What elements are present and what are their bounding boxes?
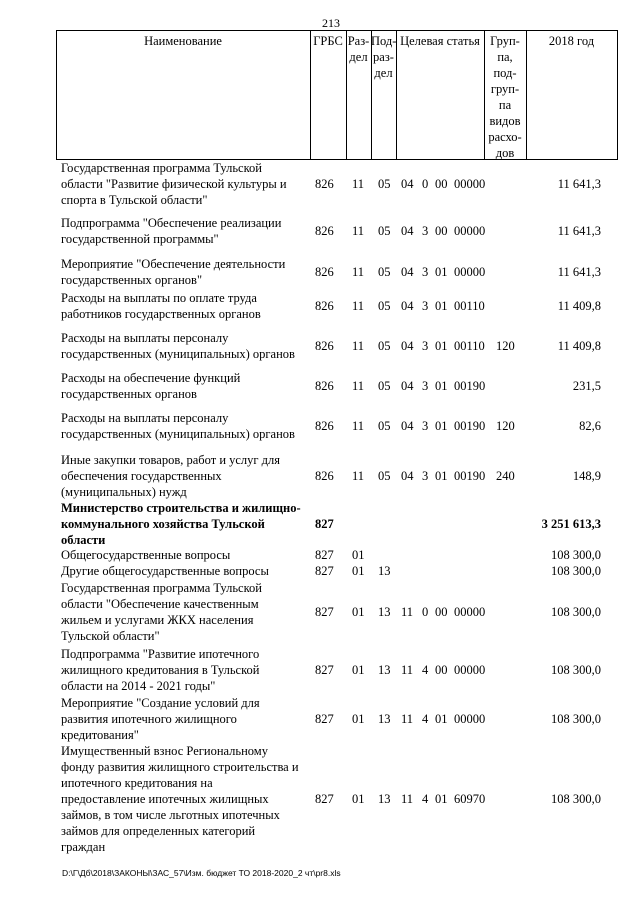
row-name bbox=[61, 215, 309, 247]
row-cs-event: 01 bbox=[435, 712, 448, 726]
header-gruppa-line: Груп- bbox=[490, 34, 520, 48]
row-cs-subprogram: 3 bbox=[422, 265, 429, 279]
row-cs-direction: 00110 bbox=[454, 299, 485, 313]
header-year: 2018 год bbox=[548, 34, 595, 48]
row-amount: 11 409,8 bbox=[557, 299, 601, 313]
row-cs-event: 00 bbox=[435, 663, 448, 677]
row-razdel: 01 bbox=[352, 564, 365, 578]
row-cs-direction: 00000 bbox=[454, 265, 486, 279]
row-name-line: Общегосударственные вопросы bbox=[61, 548, 231, 562]
row-amount: 108 300,0 bbox=[551, 712, 601, 726]
header-podrazdel-line: Под- bbox=[371, 34, 397, 48]
row-razdel: 01 bbox=[352, 548, 365, 562]
row-cs-direction: 00110 bbox=[454, 339, 485, 353]
row-name-line: Мероприятие "Создание условий для bbox=[61, 696, 260, 710]
header-gruppa-line: расхо- bbox=[488, 130, 522, 144]
row-cs-direction: 00190 bbox=[454, 469, 486, 483]
row-name-line: Подпрограмма "Развитие ипотечного bbox=[61, 647, 260, 661]
row-cs-subprogram: 3 bbox=[422, 469, 429, 483]
row-razdel: 11 bbox=[352, 379, 365, 393]
row-grbs: 827 bbox=[315, 548, 334, 562]
row-cs-event: 01 bbox=[435, 379, 448, 393]
row-cs-subprogram: 3 bbox=[422, 299, 429, 313]
row-grbs: 826 bbox=[315, 224, 334, 238]
row-name-line: предоставление ипотечных жилищных bbox=[61, 792, 269, 806]
row-amount: 148,9 bbox=[572, 469, 601, 483]
row-grbs: 827 bbox=[315, 663, 334, 677]
row-cs-direction: 00000 bbox=[454, 712, 486, 726]
row-cs-subprogram: 3 bbox=[422, 339, 429, 353]
row-name-line: жилищного кредитования в Тульской bbox=[61, 663, 260, 677]
row-cs-subprogram: 0 bbox=[422, 605, 429, 619]
row-cs-event: 00 bbox=[435, 177, 448, 191]
row-amount: 108 300,0 bbox=[551, 663, 601, 677]
row-cs-direction: 00190 bbox=[454, 379, 486, 393]
row-cs-program: 04 bbox=[401, 224, 414, 238]
row-grbs: 826 bbox=[315, 299, 334, 313]
table-header bbox=[56, 30, 618, 160]
row-grbs: 826 bbox=[315, 339, 334, 353]
row-name-line: государственных (муниципальных) органов bbox=[61, 347, 295, 361]
header-grbs: ГРБС bbox=[313, 34, 343, 48]
row-name-line: области bbox=[61, 533, 106, 547]
header-razdel bbox=[346, 33, 371, 65]
header-divider-4 bbox=[396, 31, 397, 159]
row-name-line: займов, в том числе льготных ипотечных bbox=[61, 808, 280, 822]
header-border-right bbox=[617, 31, 618, 159]
row-name-line: области "Развитие физической культуры и bbox=[61, 177, 287, 191]
row-cs-direction: 00000 bbox=[454, 605, 486, 619]
row-cs-event: 01 bbox=[435, 265, 448, 279]
row-name-line: Расходы на выплаты по оплате труда bbox=[61, 291, 257, 305]
row-vr: 120 bbox=[496, 419, 515, 433]
row-podrazdel: 13 bbox=[378, 663, 391, 677]
file-path-footer: D:\Г\Дб\2018\ЗАКОНЫ\ЗАС_57\Изм. бюджет ТО 2018-2020_2 чт\pr8.xls bbox=[62, 868, 341, 878]
row-podrazdel: 13 bbox=[378, 712, 391, 726]
row-grbs: 826 bbox=[315, 265, 334, 279]
page-number: 213 bbox=[322, 16, 340, 30]
row-cs-program: 04 bbox=[401, 299, 414, 313]
header-gruppa-line: видов bbox=[489, 114, 521, 128]
header-podrazdel bbox=[371, 33, 396, 81]
row-razdel: 11 bbox=[352, 177, 365, 191]
header-border-left bbox=[56, 31, 57, 159]
row-cs-subprogram: 4 bbox=[422, 712, 429, 726]
row-amount: 108 300,0 bbox=[551, 564, 601, 578]
row-cs-program: 04 bbox=[401, 379, 414, 393]
row-grbs: 827 bbox=[315, 712, 334, 726]
row-cs-event: 00 bbox=[435, 224, 448, 238]
header-podrazdel-line: раз- bbox=[373, 50, 394, 64]
row-name bbox=[61, 563, 309, 579]
row-name-line: Государственная программа Тульской bbox=[61, 161, 262, 175]
header-gruppa-line: па bbox=[498, 98, 512, 112]
row-cs-program: 11 bbox=[401, 792, 414, 806]
row-vr: 120 bbox=[496, 339, 515, 353]
row-razdel: 11 bbox=[352, 469, 365, 483]
row-razdel: 11 bbox=[352, 339, 365, 353]
row-cs-direction: 00000 bbox=[454, 224, 486, 238]
row-name-line: Расходы на обеспечение функций bbox=[61, 371, 241, 385]
header-tselevaya: Целевая статья bbox=[400, 34, 480, 48]
row-razdel: 01 bbox=[352, 712, 365, 726]
row-grbs: 826 bbox=[315, 379, 334, 393]
row-podrazdel: 05 bbox=[378, 177, 391, 191]
header-divider-6 bbox=[526, 31, 527, 159]
row-name-line: жильем и услугами ЖКХ населения bbox=[61, 613, 254, 627]
row-amount: 11 641,3 bbox=[557, 224, 601, 238]
row-cs-subprogram: 3 bbox=[422, 379, 429, 393]
row-cs-subprogram: 3 bbox=[422, 419, 429, 433]
row-name-line: Иные закупки товаров, работ и услуг для bbox=[61, 453, 281, 467]
row-cs-program: 04 bbox=[401, 177, 414, 191]
row-cs-program: 11 bbox=[401, 712, 414, 726]
row-podrazdel: 05 bbox=[378, 469, 391, 483]
header-gruppa-line: дов bbox=[495, 146, 515, 160]
row-name-line: Мероприятие "Обеспечение деятельности bbox=[61, 257, 286, 271]
row-razdel: 01 bbox=[352, 605, 365, 619]
row-podrazdel: 05 bbox=[378, 299, 391, 313]
row-name-line: Государственная программа Тульской bbox=[61, 581, 262, 595]
row-name-line: кредитования" bbox=[61, 728, 139, 742]
row-name-line: Тульской области" bbox=[61, 629, 160, 643]
row-name-line: Расходы на выплаты персоналу bbox=[61, 331, 229, 345]
row-name-line: (муниципальных) нужд bbox=[61, 485, 187, 499]
row-cs-program: 04 bbox=[401, 469, 414, 483]
row-grbs: 827 bbox=[315, 792, 334, 806]
row-name-line: государственных органов bbox=[61, 387, 197, 401]
row-amount: 11 641,3 bbox=[557, 177, 601, 191]
row-amount: 3 251 613,3 bbox=[541, 517, 601, 531]
row-name-line: государственных органов" bbox=[61, 273, 203, 287]
row-grbs: 826 bbox=[315, 469, 334, 483]
row-name-line: Подпрограмма "Обеспечение реализации bbox=[61, 216, 282, 230]
row-cs-program: 04 bbox=[401, 265, 414, 279]
row-name bbox=[61, 370, 309, 402]
header-razdel-line: дел bbox=[349, 50, 368, 64]
row-amount: 11 641,3 bbox=[557, 265, 601, 279]
header-razdel-line: Раз- bbox=[347, 34, 370, 48]
row-cs-subprogram: 0 bbox=[422, 177, 429, 191]
row-name bbox=[61, 743, 309, 855]
row-name bbox=[61, 500, 309, 548]
row-cs-subprogram: 3 bbox=[422, 224, 429, 238]
row-grbs: 827 bbox=[315, 564, 334, 578]
row-name-line: развития ипотечного жилищного bbox=[61, 712, 237, 726]
row-grbs: 827 bbox=[315, 605, 334, 619]
row-name-line: государственной программы" bbox=[61, 232, 219, 246]
row-cs-event: 01 bbox=[435, 419, 448, 433]
row-cs-event: 01 bbox=[435, 792, 448, 806]
row-cs-program: 04 bbox=[401, 339, 414, 353]
row-podrazdel: 05 bbox=[378, 339, 391, 353]
row-name-line: коммунального хозяйства Тульской bbox=[61, 517, 265, 531]
row-name-line: области "Обеспечение качественным bbox=[61, 597, 259, 611]
row-cs-direction: 00000 bbox=[454, 177, 486, 191]
row-amount: 108 300,0 bbox=[551, 548, 601, 562]
row-name-line: граждан bbox=[61, 840, 106, 854]
row-razdel: 11 bbox=[352, 299, 365, 313]
row-name-line: обеспечения государственных bbox=[61, 469, 222, 483]
row-razdel: 11 bbox=[352, 419, 365, 433]
row-cs-program: 11 bbox=[401, 663, 414, 677]
header-gruppa-line: груп- bbox=[490, 82, 520, 96]
row-amount: 11 409,8 bbox=[557, 339, 601, 353]
row-name bbox=[61, 580, 309, 644]
row-name-line: Расходы на выплаты персоналу bbox=[61, 411, 229, 425]
row-cs-subprogram: 4 bbox=[422, 792, 429, 806]
row-amount: 231,5 bbox=[572, 379, 601, 393]
row-cs-direction: 60970 bbox=[454, 792, 486, 806]
row-name bbox=[61, 452, 309, 500]
row-amount: 82,6 bbox=[579, 419, 601, 433]
row-name-line: спорта в Тульской области" bbox=[61, 193, 208, 207]
row-name-line: фонду развития жилищного строительства и bbox=[61, 760, 299, 774]
row-name bbox=[61, 160, 309, 208]
row-amount: 108 300,0 bbox=[551, 792, 601, 806]
row-name bbox=[61, 547, 309, 563]
row-grbs: 826 bbox=[315, 177, 334, 191]
row-podrazdel: 13 bbox=[378, 792, 391, 806]
row-amount: 108 300,0 bbox=[551, 605, 601, 619]
row-name bbox=[61, 695, 309, 743]
row-cs-event: 01 bbox=[435, 339, 448, 353]
row-name-line: Другие общегосударственные вопросы bbox=[61, 564, 269, 578]
header-divider-1 bbox=[310, 31, 311, 159]
row-cs-program: 11 bbox=[401, 605, 414, 619]
row-cs-event: 01 bbox=[435, 469, 448, 483]
row-cs-event: 01 bbox=[435, 299, 448, 313]
header-gruppa-line: под- bbox=[493, 66, 517, 80]
header-gruppa-line: па, bbox=[497, 50, 513, 64]
row-name-line: Министерство строительства и жилищно- bbox=[61, 501, 301, 515]
row-razdel: 11 bbox=[352, 224, 365, 238]
row-name bbox=[61, 290, 309, 322]
row-name bbox=[61, 646, 309, 694]
row-podrazdel: 05 bbox=[378, 419, 391, 433]
row-grbs: 826 bbox=[315, 419, 334, 433]
row-vr: 240 bbox=[496, 469, 515, 483]
header-gruppa bbox=[484, 33, 526, 161]
row-podrazdel: 05 bbox=[378, 265, 391, 279]
row-razdel: 01 bbox=[352, 663, 365, 677]
row-cs-event: 00 bbox=[435, 605, 448, 619]
row-cs-program: 04 bbox=[401, 419, 414, 433]
row-name bbox=[61, 330, 309, 362]
row-podrazdel: 05 bbox=[378, 379, 391, 393]
row-podrazdel: 13 bbox=[378, 564, 391, 578]
row-name-line: государственных (муниципальных) органов bbox=[61, 427, 295, 441]
row-name-line: Имущественный взнос Региональному bbox=[61, 744, 268, 758]
row-podrazdel: 05 bbox=[378, 224, 391, 238]
row-cs-direction: 00190 bbox=[454, 419, 486, 433]
row-razdel: 01 bbox=[352, 792, 365, 806]
header-podrazdel-line: дел bbox=[374, 66, 393, 80]
row-name-line: работников государственных органов bbox=[61, 307, 261, 321]
row-name-line: займов для определенных категорий bbox=[61, 824, 256, 838]
header-name: Наименование bbox=[144, 34, 222, 48]
row-cs-subprogram: 4 bbox=[422, 663, 429, 677]
row-name bbox=[61, 410, 309, 442]
row-razdel: 11 bbox=[352, 265, 365, 279]
row-name-line: области на 2014 - 2021 годы" bbox=[61, 679, 216, 693]
row-grbs: 827 bbox=[315, 517, 334, 531]
row-name-line: ипотечного кредитования на bbox=[61, 776, 213, 790]
row-podrazdel: 13 bbox=[378, 605, 391, 619]
row-cs-direction: 00000 bbox=[454, 663, 486, 677]
row-name bbox=[61, 256, 309, 288]
